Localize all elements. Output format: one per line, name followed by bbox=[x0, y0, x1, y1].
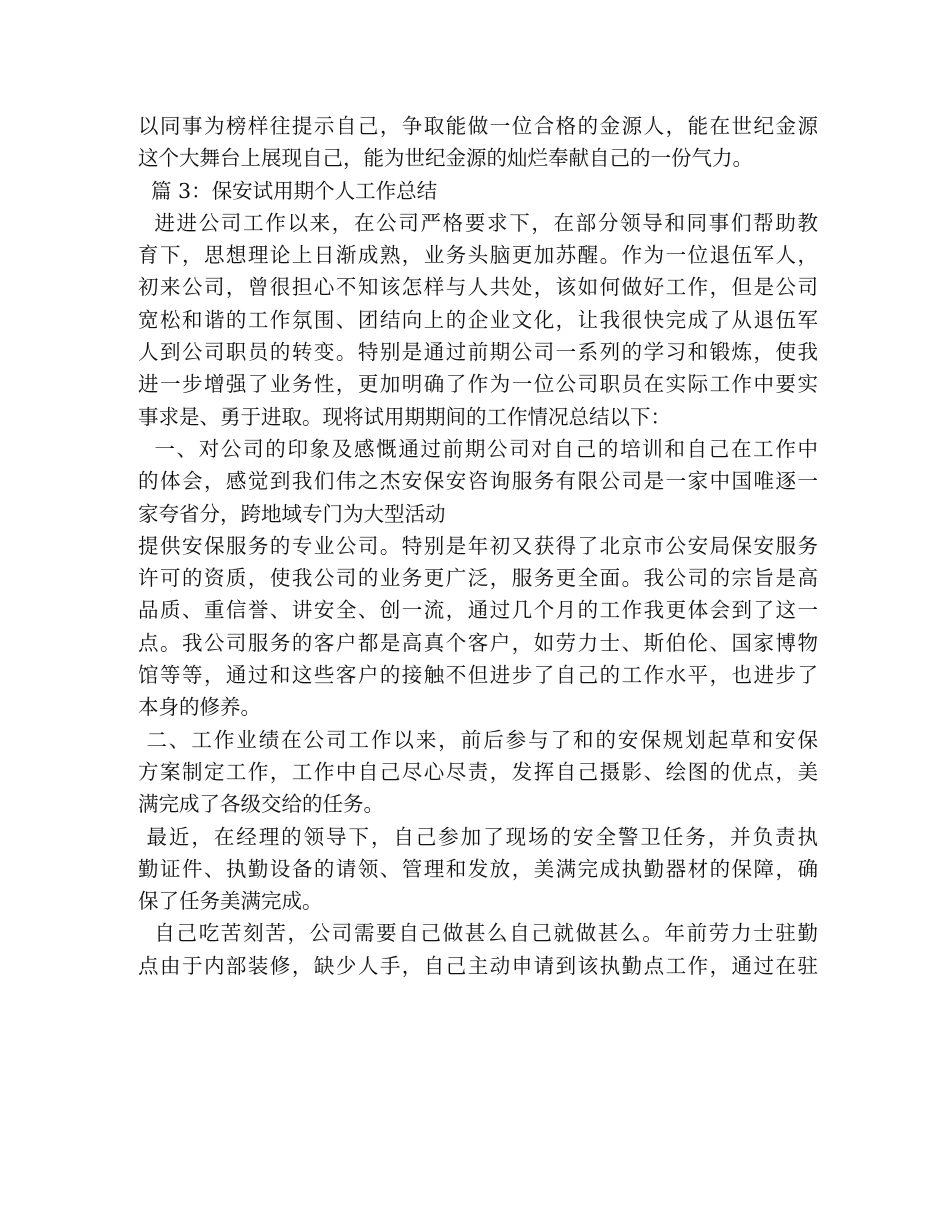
text-line: 本身的修养。 bbox=[138, 695, 261, 720]
text-line: 品质、重信誉、讲安全、创一流，通过几个月的工作我更体会到了这一 bbox=[138, 598, 818, 623]
text-line: 勤证件、执勤设备的请领、管理和发放，美满完成执勤器材的保障，确 bbox=[138, 856, 818, 881]
text-line: 点。我公司服务的客户都是高真个客户，如劳力士、斯伯伦、国家博物 bbox=[138, 630, 818, 655]
text-line: 家夸省分，跨地域专门为大型活动 bbox=[138, 501, 446, 526]
text-line: 宽松和谐的工作氛围、团结向上的企业文化，让我很快完成了从退伍军 bbox=[138, 307, 818, 332]
text-line: 以同事为榜样往提示自己，争取能做一位合格的金源人，能在世纪金源 bbox=[138, 114, 818, 138]
text-line: 最近，在经理的领导下，自己参加了现场的安全警卫任务，并负责执 bbox=[138, 824, 818, 849]
text-line: 保了任务美满完成。 bbox=[138, 889, 323, 914]
document-body bbox=[138, 110, 818, 982]
text-line: 馆等等，通过和这些客户的接触不但进步了自己的工作水平，也进步了 bbox=[138, 663, 818, 688]
text-line: 提供安保服务的专业公司。特别是年初又获得了北京市公安局保安服务 bbox=[138, 533, 818, 558]
text-line: 育下，思想理论上日渐成熟，业务头脑更加苏醒。作为一位退伍军人， bbox=[138, 243, 818, 268]
text-line: 人到公司职员的转变。特别是通过前期公司一系列的学习和锻炼，使我 bbox=[138, 340, 818, 365]
text-line: 事求是、勇于进取。现将试用期期间的工作情况总结以下： bbox=[138, 404, 671, 429]
text-line: 满完成了各级交给的任务。 bbox=[138, 792, 384, 817]
text-line: 一、对公司的印象及感慨通过前期公司对自己的培训和自己在工作中 bbox=[138, 436, 818, 461]
text-line: 的体会，感觉到我们伟之杰安保安咨询服务有限公司是一家中国唯逐一 bbox=[138, 469, 818, 494]
text-line: 方案制定工作，工作中自己尽心尽责，发挥自己摄影、绘图的优点，美 bbox=[138, 759, 818, 784]
text-line: 这个大舞台上展现自己，能为世纪金源的灿烂奉献自己的一份气力。 bbox=[138, 146, 753, 171]
section-heading: 篇 3：保安试用期个人工作总结 bbox=[138, 178, 438, 203]
text-line: 许可的资质，使我公司的业务更广泛，服务更全面。我公司的宗旨是高 bbox=[138, 566, 818, 591]
text-line: 自己吃苦刻苦，公司需要自己做甚么自己就做甚么。年前劳力士驻勤 bbox=[138, 921, 818, 946]
text-line: 进进公司工作以来，在公司严格要求下，在部分领导和同事们帮助教 bbox=[138, 210, 818, 235]
text-line: 初来公司，曾很担心不知该怎样与人共处，该如何做好工作，但是公司 bbox=[138, 275, 818, 300]
text-line: 二、工作业绩在公司工作以来，前后参与了和的安保规划起草和安保 bbox=[138, 727, 818, 752]
text-line: 进一步增强了业务性，更加明确了作为一位公司职员在实际工作中要实 bbox=[138, 372, 818, 397]
text-line: 点由于内部装修，缺少人手，自己主动申请到该执勤点工作，通过在驻 bbox=[138, 953, 818, 978]
